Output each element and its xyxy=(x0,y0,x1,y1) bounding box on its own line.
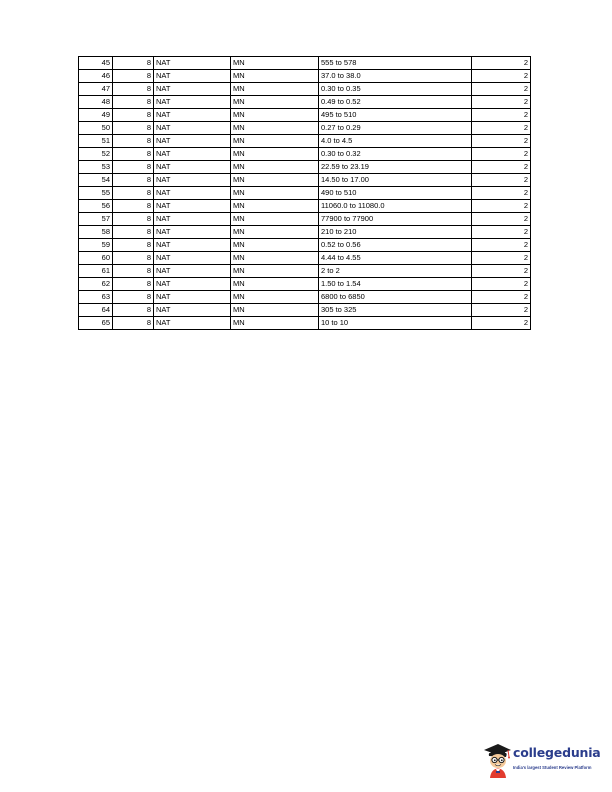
section-cell: 8 xyxy=(113,135,154,148)
question-type-cell: NAT xyxy=(154,317,231,330)
category-cell: MN xyxy=(231,70,319,83)
category-cell: MN xyxy=(231,161,319,174)
category-cell: MN xyxy=(231,213,319,226)
answer-range-cell: 4.44 to 4.55 xyxy=(319,252,472,265)
category-cell: MN xyxy=(231,122,319,135)
category-cell: MN xyxy=(231,135,319,148)
answer-range-cell: 77900 to 77900 xyxy=(319,213,472,226)
logo-wordmark: collegedunia xyxy=(513,745,601,760)
question-type-cell: NAT xyxy=(154,187,231,200)
answer-range-cell: 0.30 to 0.35 xyxy=(319,83,472,96)
section-cell: 8 xyxy=(113,57,154,70)
answer-range-cell: 11060.0 to 11080.0 xyxy=(319,200,472,213)
marks-cell: 2 xyxy=(472,96,531,109)
question-type-cell: NAT xyxy=(154,265,231,278)
answer-range-cell: 0.52 to 0.56 xyxy=(319,239,472,252)
category-cell: MN xyxy=(231,83,319,96)
question-type-cell: NAT xyxy=(154,174,231,187)
table-row xyxy=(79,239,531,252)
answer-range-cell: 10 to 10 xyxy=(319,317,472,330)
section-cell: 8 xyxy=(113,226,154,239)
question-number-cell: 47 xyxy=(79,83,113,96)
section-cell: 8 xyxy=(113,109,154,122)
section-cell: 8 xyxy=(113,265,154,278)
category-cell: MN xyxy=(231,239,319,252)
question-number-cell: 50 xyxy=(79,122,113,135)
question-type-cell: NAT xyxy=(154,148,231,161)
question-number-cell: 51 xyxy=(79,135,113,148)
marks-cell: 2 xyxy=(472,291,531,304)
marks-cell: 2 xyxy=(472,57,531,70)
question-number-cell: 57 xyxy=(79,213,113,226)
section-cell: 8 xyxy=(113,161,154,174)
marks-cell: 2 xyxy=(472,109,531,122)
answer-range-cell: 495 to 510 xyxy=(319,109,472,122)
category-cell: MN xyxy=(231,200,319,213)
marks-cell: 2 xyxy=(472,278,531,291)
category-cell: MN xyxy=(231,109,319,122)
marks-cell: 2 xyxy=(472,226,531,239)
table-row xyxy=(79,291,531,304)
question-type-cell: NAT xyxy=(154,213,231,226)
question-type-cell: NAT xyxy=(154,109,231,122)
table-row xyxy=(79,187,531,200)
section-cell: 8 xyxy=(113,174,154,187)
question-type-cell: NAT xyxy=(154,278,231,291)
answer-range-cell: 4.0 to 4.5 xyxy=(319,135,472,148)
answer-range-cell: 490 to 510 xyxy=(319,187,472,200)
section-cell: 8 xyxy=(113,239,154,252)
question-type-cell: NAT xyxy=(154,70,231,83)
answer-range-cell: 555 to 578 xyxy=(319,57,472,70)
marks-cell: 2 xyxy=(472,83,531,96)
marks-cell: 2 xyxy=(472,317,531,330)
answer-range-cell: 210 to 210 xyxy=(319,226,472,239)
marks-cell: 2 xyxy=(472,148,531,161)
section-cell: 8 xyxy=(113,70,154,83)
answer-range-cell: 2 to 2 xyxy=(319,265,472,278)
category-cell: MN xyxy=(231,291,319,304)
marks-cell: 2 xyxy=(472,135,531,148)
marks-cell: 2 xyxy=(472,161,531,174)
section-cell: 8 xyxy=(113,278,154,291)
category-cell: MN xyxy=(231,96,319,109)
category-cell: MN xyxy=(231,278,319,291)
table-row xyxy=(79,148,531,161)
category-cell: MN xyxy=(231,226,319,239)
question-number-cell: 60 xyxy=(79,252,113,265)
table-row xyxy=(79,265,531,278)
question-number-cell: 56 xyxy=(79,200,113,213)
question-type-cell: NAT xyxy=(154,304,231,317)
answer-range-cell: 0.49 to 0.52 xyxy=(319,96,472,109)
question-type-cell: NAT xyxy=(154,291,231,304)
question-type-cell: NAT xyxy=(154,239,231,252)
category-cell: MN xyxy=(231,57,319,70)
question-number-cell: 53 xyxy=(79,161,113,174)
answer-range-cell: 37.0 to 38.0 xyxy=(319,70,472,83)
question-type-cell: NAT xyxy=(154,200,231,213)
answer-range-cell: 14.50 to 17.00 xyxy=(319,174,472,187)
question-type-cell: NAT xyxy=(154,83,231,96)
marks-cell: 2 xyxy=(472,200,531,213)
table-row xyxy=(79,122,531,135)
question-type-cell: NAT xyxy=(154,252,231,265)
question-number-cell: 55 xyxy=(79,187,113,200)
category-cell: MN xyxy=(231,265,319,278)
table-row xyxy=(79,174,531,187)
marks-cell: 2 xyxy=(472,187,531,200)
table-row xyxy=(79,278,531,291)
table-row xyxy=(79,200,531,213)
question-number-cell: 45 xyxy=(79,57,113,70)
table-row xyxy=(79,252,531,265)
marks-cell: 2 xyxy=(472,213,531,226)
section-cell: 8 xyxy=(113,122,154,135)
category-cell: MN xyxy=(231,317,319,330)
question-number-cell: 48 xyxy=(79,96,113,109)
answer-range-cell: 0.30 to 0.32 xyxy=(319,148,472,161)
section-cell: 8 xyxy=(113,148,154,161)
table-row xyxy=(79,317,531,330)
logo-tagline: India's largest Student Review Platform xyxy=(513,765,592,770)
question-type-cell: NAT xyxy=(154,135,231,148)
table-row xyxy=(79,70,531,83)
question-type-cell: NAT xyxy=(154,122,231,135)
question-type-cell: NAT xyxy=(154,57,231,70)
answer-range-cell: 22.59 to 23.19 xyxy=(319,161,472,174)
table-row xyxy=(79,304,531,317)
answer-range-cell: 305 to 325 xyxy=(319,304,472,317)
category-cell: MN xyxy=(231,304,319,317)
question-number-cell: 61 xyxy=(79,265,113,278)
answer-key-table-body xyxy=(79,57,531,330)
answer-range-cell: 6800 to 6850 xyxy=(319,291,472,304)
question-number-cell: 54 xyxy=(79,174,113,187)
section-cell: 8 xyxy=(113,96,154,109)
marks-cell: 2 xyxy=(472,239,531,252)
section-cell: 8 xyxy=(113,213,154,226)
category-cell: MN xyxy=(231,252,319,265)
section-cell: 8 xyxy=(113,291,154,304)
table-row xyxy=(79,161,531,174)
section-cell: 8 xyxy=(113,317,154,330)
category-cell: MN xyxy=(231,187,319,200)
answer-range-cell: 1.50 to 1.54 xyxy=(319,278,472,291)
question-type-cell: NAT xyxy=(154,226,231,239)
category-cell: MN xyxy=(231,148,319,161)
question-type-cell: NAT xyxy=(154,96,231,109)
table-row xyxy=(79,83,531,96)
question-number-cell: 52 xyxy=(79,148,113,161)
table-row xyxy=(79,135,531,148)
question-number-cell: 59 xyxy=(79,239,113,252)
question-number-cell: 49 xyxy=(79,109,113,122)
table-row xyxy=(79,226,531,239)
table-row xyxy=(79,57,531,70)
section-cell: 8 xyxy=(113,252,154,265)
marks-cell: 2 xyxy=(472,304,531,317)
answer-key-table xyxy=(78,56,531,330)
question-number-cell: 64 xyxy=(79,304,113,317)
question-number-cell: 58 xyxy=(79,226,113,239)
table-row xyxy=(79,109,531,122)
marks-cell: 2 xyxy=(472,122,531,135)
category-cell: MN xyxy=(231,174,319,187)
marks-cell: 2 xyxy=(472,174,531,187)
section-cell: 8 xyxy=(113,304,154,317)
section-cell: 8 xyxy=(113,200,154,213)
collegedunia-logo xyxy=(482,741,608,781)
question-number-cell: 62 xyxy=(79,278,113,291)
question-number-cell: 46 xyxy=(79,70,113,83)
question-number-cell: 65 xyxy=(79,317,113,330)
marks-cell: 2 xyxy=(472,265,531,278)
table-row xyxy=(79,213,531,226)
question-type-cell: NAT xyxy=(154,161,231,174)
section-cell: 8 xyxy=(113,187,154,200)
marks-cell: 2 xyxy=(472,252,531,265)
table-row xyxy=(79,96,531,109)
section-cell: 8 xyxy=(113,83,154,96)
question-number-cell: 63 xyxy=(79,291,113,304)
student-mascot-icon xyxy=(482,741,512,779)
answer-range-cell: 0.27 to 0.29 xyxy=(319,122,472,135)
marks-cell: 2 xyxy=(472,70,531,83)
